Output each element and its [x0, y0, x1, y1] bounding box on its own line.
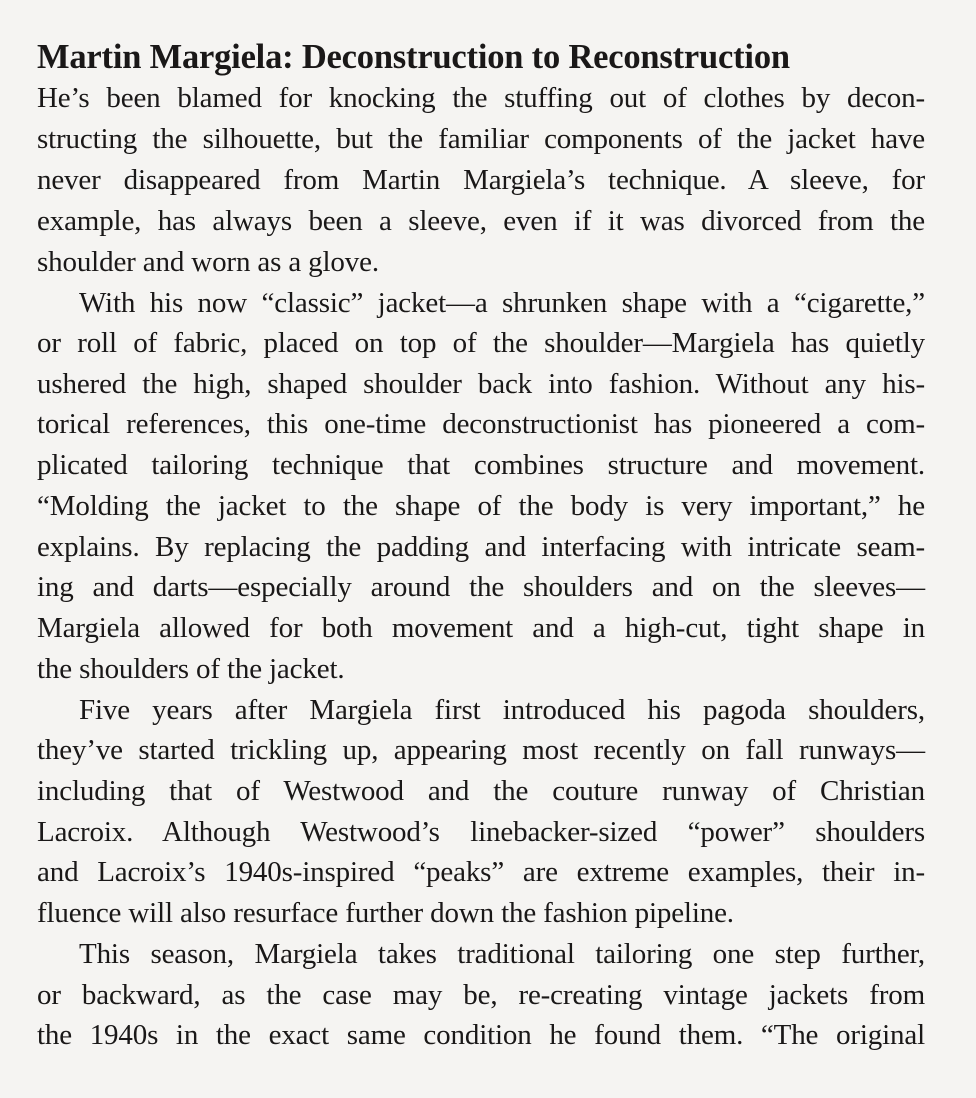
text-line: torical references, this one-time deconstructionist has pioneered a com-	[37, 408, 925, 440]
text-line: ushered the high, shaped shoulder back into fashion. Without any his-	[37, 368, 925, 400]
text-line: ing and darts—especially around the shoulders and on the sleeves—	[37, 571, 925, 603]
text-line: Margiela allowed for both movement and a high-cut, tight shape in	[37, 612, 925, 644]
text-line: With his now “classic” jacket—a shrunken shape with a “cigarette,”	[79, 287, 925, 319]
text-line: Five years after Margiela first introduced his pagoda shoulders,	[79, 694, 925, 726]
text-line: the shoulders of the jacket.	[37, 653, 345, 685]
text-line: This season, Margiela takes traditional tailoring one step further,	[79, 938, 925, 970]
text-line: Lacroix. Although Westwood’s linebacker-sized “power” shoulders	[37, 816, 925, 848]
text-line: or roll of fabric, placed on top of the shoulder—Margiela has quietly	[37, 327, 925, 359]
text-line: including that of Westwood and the couture runway of Christian	[37, 775, 925, 807]
text-line: shoulder and worn as a glove.	[37, 246, 379, 278]
text-line: plicated tailoring technique that combines structure and movement.	[37, 449, 925, 481]
text-line: “Molding the jacket to the shape of the body is very important,” he	[37, 490, 925, 522]
text-line: structing the silhouette, but the familiar components of the jacket have	[37, 123, 925, 155]
text-line: explains. By replacing the padding and interfacing with intricate seam-	[37, 531, 925, 563]
text-line: they’ve started trickling up, appearing most recently on fall runways—	[37, 734, 925, 766]
text-line: example, has always been a sleeve, even if it was divorced from the	[37, 205, 925, 237]
text-line: or backward, as the case may be, re-creating vintage jackets from	[37, 979, 925, 1011]
text-line: He’s been blamed for knocking the stuffing out of clothes by decon-	[37, 82, 925, 114]
text-line: and Lacroix’s 1940s-inspired “peaks” are extreme examples, their in-	[37, 856, 925, 888]
text-line: the 1940s in the exact same condition he found them. “The original	[37, 1019, 925, 1051]
text-line: fluence will also resurface further down the fashion pipeline.	[37, 897, 734, 929]
text-line: never disappeared from Martin Margiela’s technique. A sleeve, for	[37, 164, 925, 196]
article-title: Martin Margiela: Deconstruction to Reconstruction	[37, 38, 790, 76]
